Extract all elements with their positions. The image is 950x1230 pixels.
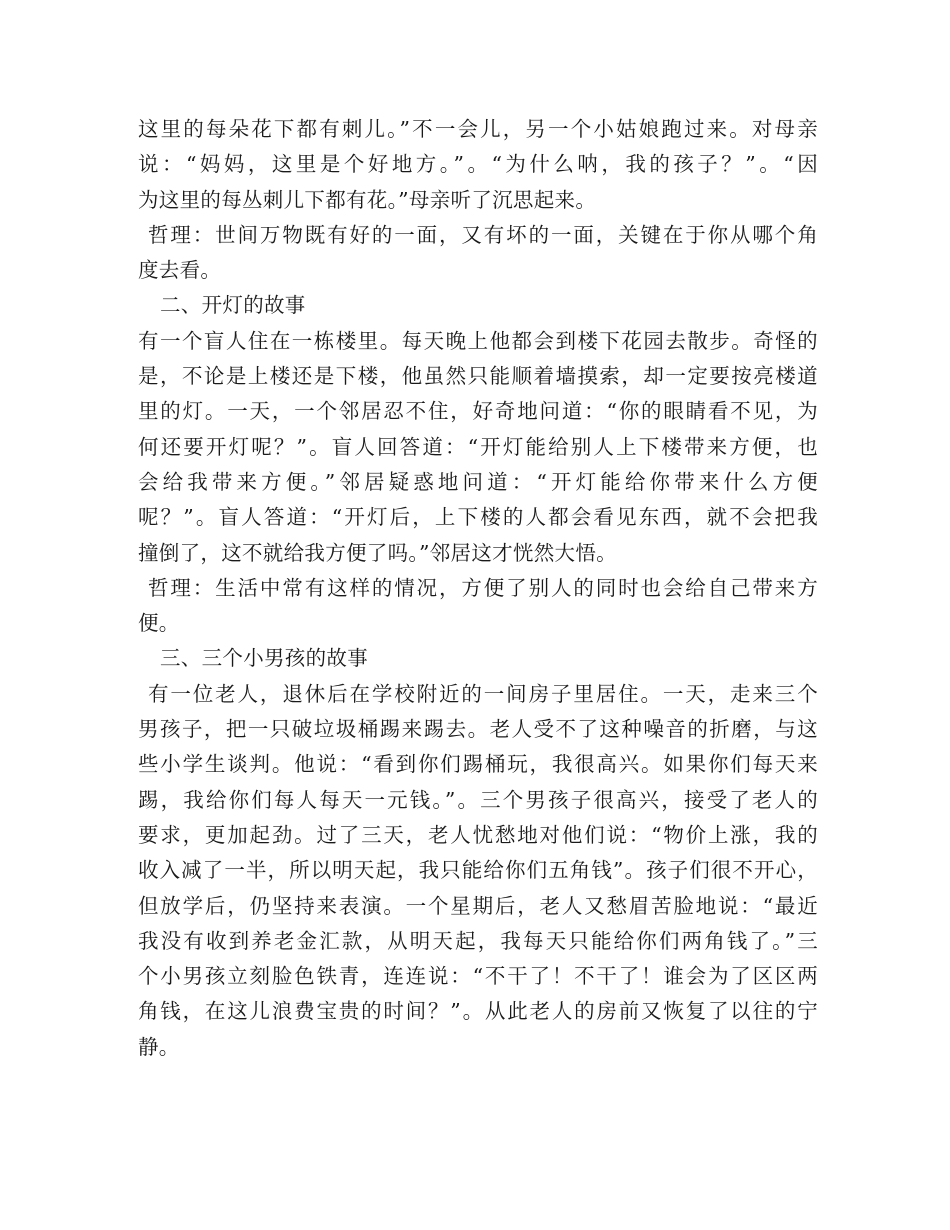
paragraph-line: 这里的每朵花下都有刺儿。”不一会儿，另一个小姑娘跑过来。对母亲 bbox=[138, 117, 818, 141]
paragraph-line: 会给我带来方便。”邻居疑惑地问道：“开灯能给你带来什么方便 bbox=[138, 469, 818, 494]
paragraph-line: 男孩子，把一只破垃圾桶踢来踢去。老人受不了这种噪音的折磨，与这 bbox=[138, 717, 818, 742]
paragraph-line: 踢，我给你们每人每天一元钱。”。三个男孩子很高兴，接受了老人的 bbox=[138, 787, 818, 812]
paragraph-line: 个小男孩立刻脸色铁青，连连说：“不干了！不干了！谁会为了区区两 bbox=[138, 964, 818, 989]
paragraph-line: 收入减了一半，所以明天起，我只能给你们五角钱”。孩子们很不开心， bbox=[138, 858, 818, 883]
paragraph-line: 为这里的每丛刺儿下都有花。”母亲听了沉思起来。 bbox=[138, 187, 597, 212]
paragraph-line: 我没有收到养老金汇款，从明天起，我每天只能给你们两角钱了。”三 bbox=[138, 928, 818, 953]
paragraph-line: 要求，更加起劲。过了三天，老人忧愁地对他们说：“物价上涨，我的 bbox=[138, 822, 818, 847]
paragraph-line: 说：“妈妈，这里是个好地方。”。“为什么呐，我的孩子？”。“因 bbox=[138, 152, 818, 177]
paragraph-line: 有一个盲人住在一栋楼里。每天晚上他都会到楼下花园去散步。奇怪的 bbox=[138, 328, 818, 353]
moral-line: 度去看。 bbox=[138, 258, 222, 283]
document-body bbox=[138, 112, 818, 1065]
paragraph-line: 撞倒了，这不就给我方便了吗。”邻居这才恍然大悟。 bbox=[138, 540, 617, 565]
moral-line: 哲理：世间万物既有好的一面，又有坏的一面，关键在于你从哪个角 bbox=[148, 222, 818, 247]
paragraph-line: 些小学生谈判。他说：“看到你们踢桶玩，我很高兴。如果你们每天来 bbox=[138, 752, 818, 777]
paragraph-line: 何还要开灯呢？”。盲人回答道：“开灯能给别人上下楼带来方便，也 bbox=[138, 434, 818, 459]
paragraph-line: 有一位老人，退休后在学校附近的一间房子里居住。一天，走来三个 bbox=[148, 681, 818, 706]
section-heading: 三、三个小男孩的故事 bbox=[160, 646, 368, 671]
paragraph-line: 呢？”。盲人答道：“开灯后，上下楼的人都会看见东西，就不会把我 bbox=[138, 505, 818, 530]
paragraph-line: 但放学后，仍坚持来表演。一个星期后，老人又愁眉苦脸地说：“最近 bbox=[138, 893, 818, 918]
section-heading: 二、开灯的故事 bbox=[160, 293, 306, 318]
paragraph-line: 里的灯。一天，一个邻居忍不住，好奇地问道：“你的眼睛看不见，为 bbox=[138, 399, 818, 424]
paragraph-line: 是，不论是上楼还是下楼，他虽然只能顺着墙摸索，却一定要按亮楼道 bbox=[138, 364, 818, 389]
moral-line: 便。 bbox=[138, 611, 180, 636]
paragraph-line: 角钱，在这儿浪费宝贵的时间？”。从此老人的房前又恢复了以往的宁 bbox=[138, 999, 818, 1024]
moral-line: 哲理：生活中常有这样的情况，方便了别人的同时也会给自己带来方 bbox=[148, 575, 818, 600]
paragraph-line: 静。 bbox=[138, 1034, 180, 1059]
